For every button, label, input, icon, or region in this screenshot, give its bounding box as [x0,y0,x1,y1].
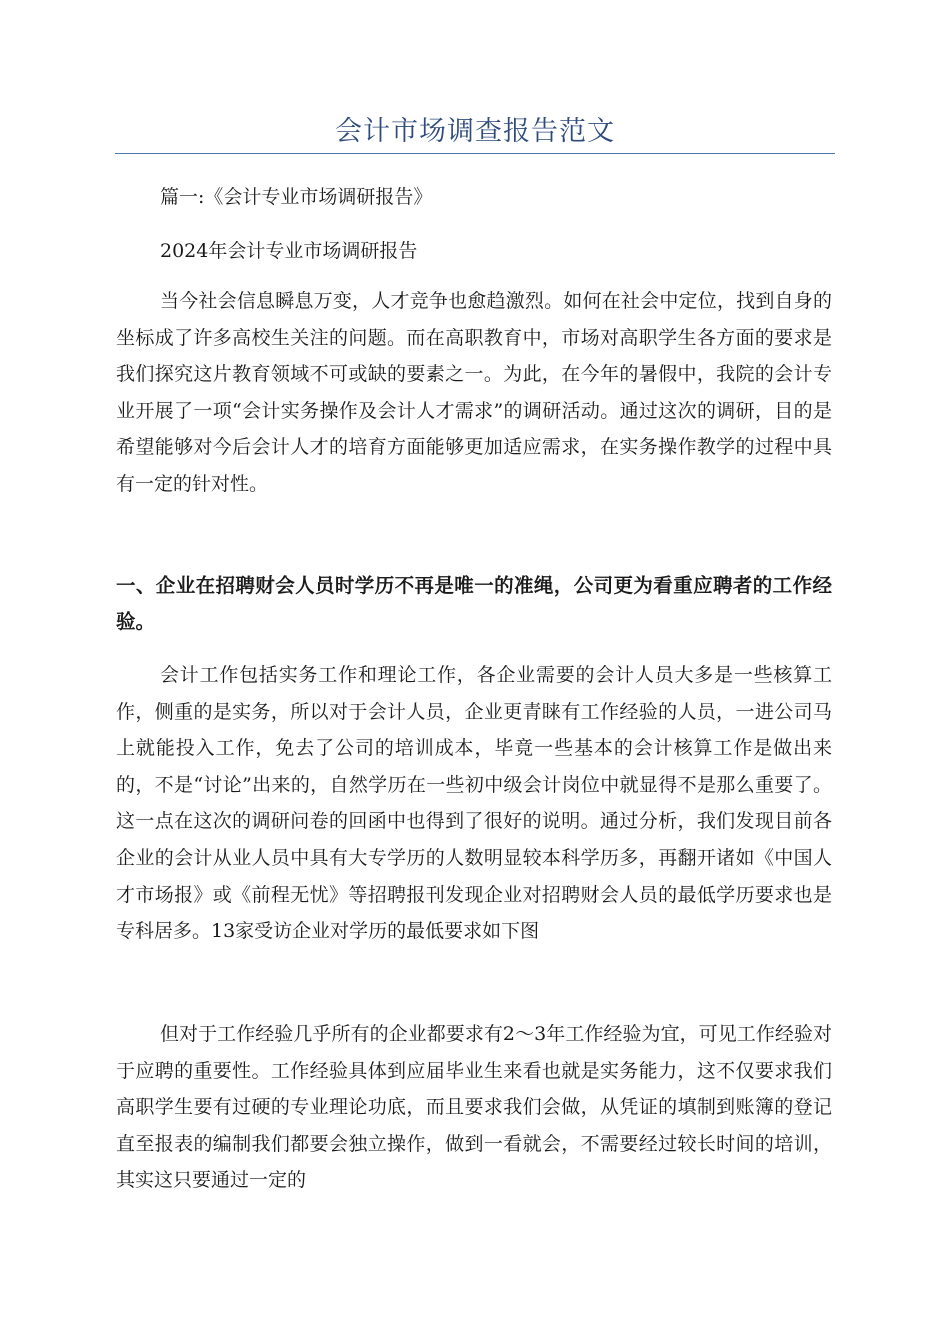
intro-paragraph: 当今社会信息瞬息万变，人才竞争也愈趋激烈。如何在社会中定位，找到自身的坐标成了许多高校生关注的问题。而在高职教育中，市场对高职学生各方面的要求是我们探究这片教育领域不可或缺的要素之一。为此，在今年的暑假中，我院的会计专业开展了一项“会计实务操作及会计人才需求”的调研活动。通过这次的调研，目的是希望能够对今后会计人才的培育方面能够更加适应需求，在实务操作教学的过程中具有一定的针对性。 [116,290,832,495]
body-paragraph-3: 但对于工作经验几乎所有的企业都要求有2～3年工作经验为宜，可见工作经验对于应聘的重要性。工作经验具体到应届毕业生来看也就是实务能力，这不仅要求我们高职学生要有过硬的专业理论功底，而且要求我们会做，从凭证的填制到账簿的登记直至报表的编制我们都要会独立操作，做到一看就会，不需要经过较长时间的培训，其实这只要通过一定的 [116,1023,832,1192]
section-label: 篇一:《会计专业市场调研报告》 [160,186,433,208]
body-paragraph-2: 会计工作包括实务工作和理论工作，各企业需要的会计人员大多是一些核算工作，侧重的是实务，所以对于会计人员，企业更青睐有工作经验的人员，一进公司马上就能投入工作，免去了公司的培训成本，毕竟一些基本的会计核算工作是做出来的，不是“讨论”出来的，自然学历在一些初中级会计岗位中就显得不是那么重要了。这一点在这次的调研问卷的回函中也得到了很好的说明。通过分析，我们发现目前各企业的会计从业人员中具有大专学历的人数明显较本科学历多，再翻开诸如《中国人才市场报》或《前程无忧》等招聘报刊发现企业对招聘财会人员的最低学历要求也是专科居多。13家受访企业对学历的最低要求如下图 [116,664,832,943]
section-heading-1: 一、企业在招聘财会人员时学历不再是唯一的准绳，公司更为看重应聘者的工作经验。 [116,574,832,633]
document-title: 会计市场调查报告范文 [335,116,615,147]
title-underline [115,153,835,154]
report-subtitle: 2024年会计专业市场调研报告 [160,240,418,262]
